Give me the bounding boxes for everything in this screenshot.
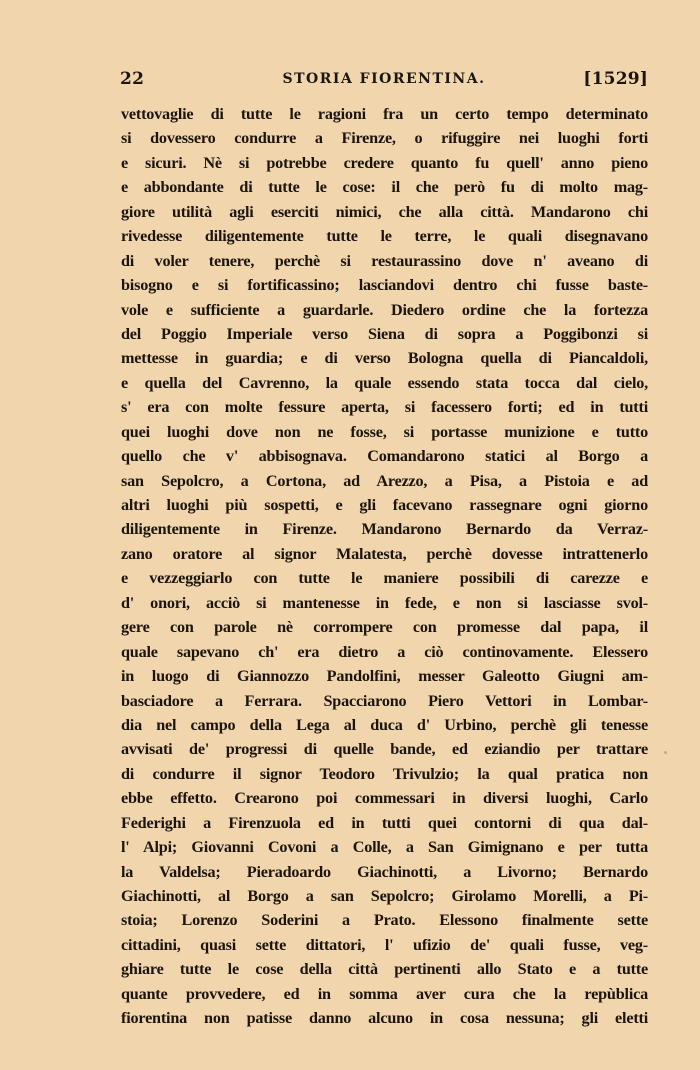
text-line: la Valdelsa; Pieradoardo Giachinotti, a Livorno; Bernardo bbox=[121, 862, 648, 881]
text-line: e sicuri. Nè si potrebbe credere quanto fu quell' anno pieno bbox=[121, 153, 648, 172]
text-line: e vezzeggiarlo con tutte le maniere possibili di carezze e bbox=[121, 569, 648, 588]
text-line: giore utilità agli eserciti nimici, che alla città. Mandarono chi bbox=[121, 202, 648, 221]
text-line: rivedesse diligentemente tutte le terre, le quali disegnavano bbox=[121, 227, 648, 246]
body-text bbox=[121, 102, 648, 1031]
text-line: ebbe effetto. Crearono poi commessari in diversi luoghi, Carlo bbox=[121, 789, 648, 808]
text-line: dia nel campo della Lega al duca d' Urbino, perchè gli tenesse bbox=[121, 715, 648, 734]
text-line: si dovessero condurre a Firenze, o rifuggire nei luoghi forti bbox=[121, 129, 648, 148]
text-line: e quella del Cavrenno, la quale essendo stata tocca dal cielo, bbox=[121, 373, 648, 392]
text-line: gere con parole nè corrompere con promesse dal papa, il bbox=[121, 618, 648, 637]
text-line: l' Alpi; Giovanni Covoni a Colle, a San Gimignano e per tutta bbox=[121, 838, 648, 857]
text-line: diligentemente in Firenze. Mandarono Bernardo da Verraz- bbox=[121, 520, 648, 539]
text-line: san Sepolcro, a Cortona, ad Arezzo, a Pisa, a Pistoia e ad bbox=[121, 471, 648, 490]
text-line: stoia; Lorenzo Soderini a Prato. Elessono finalmente sette bbox=[121, 911, 648, 930]
text-line: ghiare tutte le cose della città pertinenti allo Stato e a tutte bbox=[121, 960, 648, 979]
text-line: bisogno e si fortificassino; lasciandovi dentro chi fusse baste- bbox=[121, 276, 648, 295]
text-line: del Poggio Imperiale verso Siena di sopra a Poggibonzi si bbox=[121, 324, 648, 343]
text-line: quei luoghi dove non ne fosse, si portasse munizione e tutto bbox=[121, 422, 648, 441]
text-line: d' onori, acciò si mantenesse in fede, e non si lasciasse svol- bbox=[121, 593, 648, 612]
text-line: mettesse in guardia; e di verso Bologna quella di Piancaldoli, bbox=[121, 349, 648, 368]
text-line: quante provvedere, ed in somma aver cura che la repùblica bbox=[121, 984, 648, 1003]
text-line: quale sapevano ch' era dietro a ciò continovamente. Elessero bbox=[121, 642, 648, 661]
text-line: fiorentina non patisse danno alcuno in cosa nessuna; gli eletti bbox=[121, 1009, 648, 1028]
text-line: s' era con molte fessure aperta, si facessero forti; ed in tutti bbox=[121, 398, 648, 417]
text-line: cittadini, quasi sette dittatori, l' ufizio de' quali fusse, veg- bbox=[121, 935, 648, 954]
running-title: STORIA FIORENTINA. bbox=[282, 71, 486, 87]
text-line: di voler tenere, perchè si restaurassino dove n' aveano di bbox=[121, 251, 648, 270]
page-number: 22 bbox=[120, 69, 145, 89]
text-line: basciadore a Ferrara. Spacciarono Piero Vettori in Lombar- bbox=[121, 691, 648, 710]
page-header bbox=[120, 69, 648, 93]
text-line: di condurre il signor Teodoro Trivulzio; la qual pratica non bbox=[121, 764, 648, 783]
text-line: zano oratore al signor Malatesta, perchè dovesse intrattenerlo bbox=[121, 544, 648, 563]
text-line: Federighi a Firenzuola ed in tutti quei contorni di qua dal- bbox=[121, 813, 648, 832]
year-marker: [1529] bbox=[583, 69, 648, 89]
paper-speck bbox=[664, 751, 667, 754]
text-line: quello che v' abbisognava. Comandarono statici al Borgo a bbox=[121, 447, 648, 466]
text-line: vettovaglie di tutte le ragioni fra un certo tempo determinato bbox=[121, 105, 648, 123]
text-line: in luogo di Giannozzo Pandolfini, messer Galeotto Giugni am- bbox=[121, 667, 648, 686]
text-line: avvisati de' progressi di quelle bande, ed eziandio per trattare bbox=[121, 740, 648, 759]
text-line: Giachinotti, al Borgo a san Sepolcro; Girolamo Morelli, a Pi- bbox=[121, 887, 648, 905]
text-line: e abbondante di tutte le cose: il che però fu di molto mag- bbox=[121, 178, 648, 197]
text-line: vole e sufficiente a guardarle. Diedero ordine che la fortezza bbox=[121, 300, 648, 319]
text-line: altri luoghi più sospetti, e gli facevano rassegnare ogni giorno bbox=[121, 496, 648, 514]
